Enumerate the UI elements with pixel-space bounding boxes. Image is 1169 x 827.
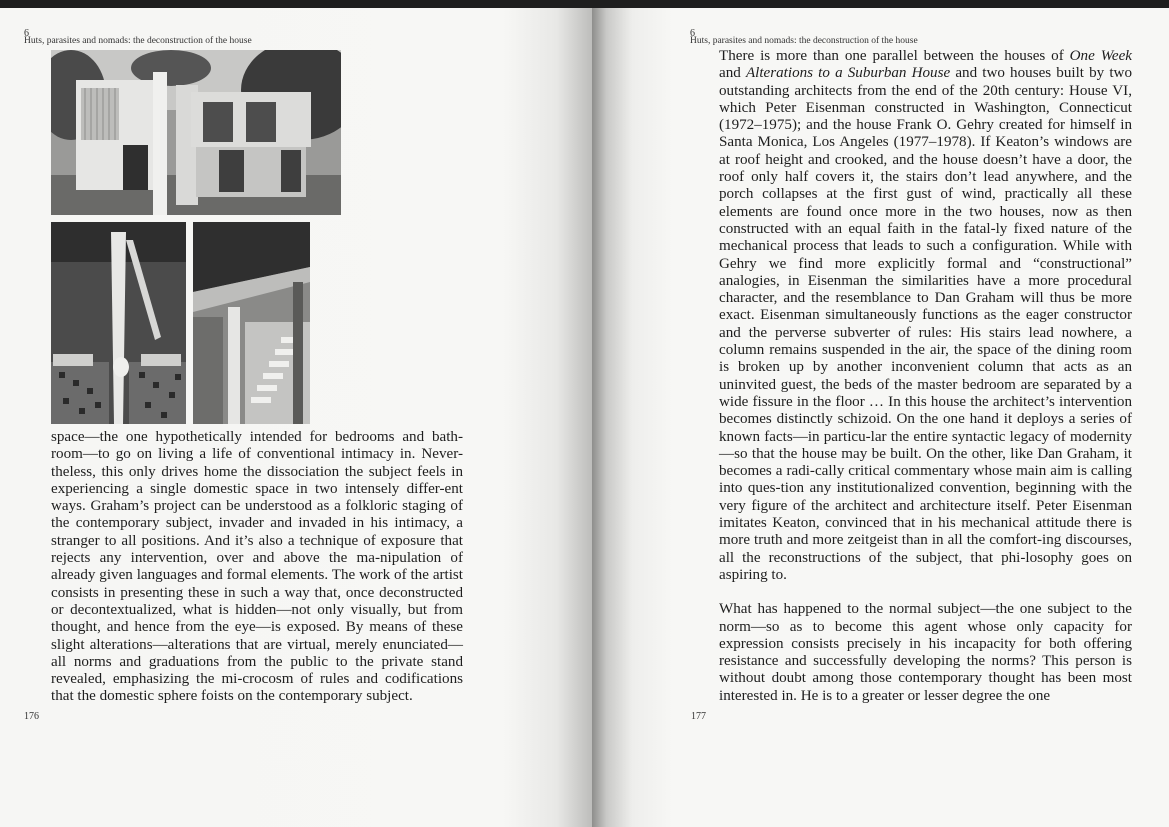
right-paragraph-1: There is more than one parallel between the houses of One Week and Alterations to a Suburban House and two houses built by two outstanding architects from the end of the 20th century: House VI, which Peter Eisenman constructed in Washington, Connecticut (1972–1975); and the house Frank O. Gehry created for himself in Santa Monica, Los Angeles (1977–1978). If Keaton’s windows are at roof height and crooked, and the house doesn’t have a door, the roof only half covers it, the stairs don’t lead anywhere, and the porch collapses at the first gust of wind, practically all these elements are found once more in the two houses, now as then constructed with an equal faith in the fatal-ly fixed nature of the mechanical process that leads to such a configuration. While with Gehry we find more explicitly formal and “constructional” analogies, in Eisenman the similarities have a more procedural character, and the resemblance to Dan Graham will thus be more exact. Eisenman simultaneously functions as the eager constructor and the perverse subverter of rules: His stairs lead nowhere, a column remains suspended in the air, the space of the dining room is broken up by another inconvenient column that acts as an uninvited guest, the beds of the master bedroom are separated by a wide fissure in the floor … In this house the architect’s intervention becomes distinctly schizoid. On the one hand it deploys a series of known facts—in particu-lar the entire syntactic legacy of modernity—so that the house may be built. On the other, like Dan Graham, it becomes a radi-cally critical commentary whose main aim is calling into ques-tion any institutionalized convention, beginning with the very figure of the architect and architecture itself. Peter Eisenman imitates Keaton, convinced that in his mechanical attitude there is more truth and more zeitgeist than in all the comfort-ing discourses, all the reconstructions of the subject, that phi-losophy goes on aspiring to. <box>719 48 1132 583</box>
left-page <box>0 8 592 827</box>
interior-stairs-photo <box>193 222 310 424</box>
running-head: Huts, parasites and nomads: the deconstruction of the house <box>24 36 252 46</box>
house-exterior-photo <box>51 50 341 215</box>
right-body-text <box>719 48 1132 705</box>
running-head: Huts, parasites and nomads: the deconstruction of the house <box>690 36 918 46</box>
right-page <box>592 8 1169 827</box>
chapter-number: 6 <box>24 28 29 39</box>
right-paragraph-2: What has happened to the normal subject—the one subject to the norm—so as to become this agent whose only capacity for expression consists precisely in his incapacity for both offering resistance and successfully developing the norms? This person is without doubt among those contemporary thought has been most interested in. He is to a greater or lesser degree the one <box>719 601 1132 704</box>
left-body-text <box>51 429 463 706</box>
chapter-number: 6 <box>690 28 695 39</box>
scan-top-edge <box>0 0 1169 8</box>
left-paragraph: space—the one hypothetically intended for bedrooms and bath-room—to go on living a life of conventional intimacy in. Never-theless, this only drives home the dissociation the subject feels in experiencing a single domestic space in two intensely differ-ent ways. Graham’s project can be understood as a folkloric staging of the contemporary subject, invader and invaded in his intimacy, a stranger to all positions. And it’s also a technique of exposure that rejects any intervention, over and above the ma-nipulation of already given languages and formal elements. The work of the artist consists in presenting these in such a way that, once deconstructed or decontextualized, what is hidden—not only visually, but from thought, and hence from the eye—is exposed. By means of these slight alterations—alterations that are virtual, merely enunciated—all norms and graduations from the public to the private stand revealed, emphasizing the mi-crocosm of rules and codifications that the domestic sphere foists on the contemporary subject. <box>51 429 463 705</box>
page-number-right: 177 <box>691 711 706 722</box>
bedroom-fissure-photo <box>51 222 186 424</box>
page-number-left: 176 <box>24 711 39 722</box>
